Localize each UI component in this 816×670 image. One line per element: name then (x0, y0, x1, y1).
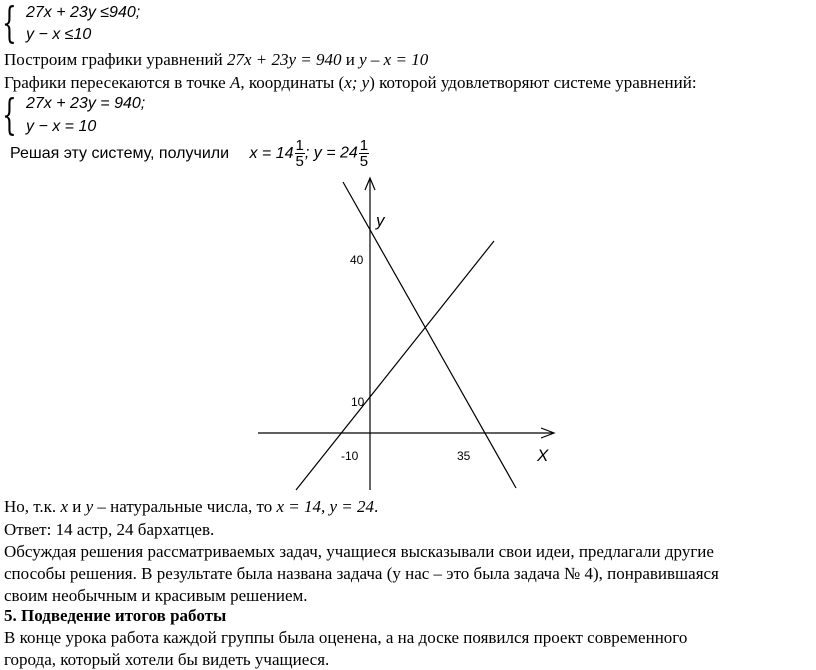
graph-line-27x-23y (343, 182, 516, 488)
solution-line: Решая эту систему, получили x = 14 $\frac{1}{5}$ ; y = 24 $\frac{1}{5}$ (10, 137, 369, 170)
y-axis-label: y (376, 211, 385, 230)
paragraph-discussion-line-3: своим необычным и красивым решением. (4, 586, 308, 605)
paragraph-discussion-line-1: Обсуждая решения рассматриваемых задач, учащиеся высказывали свои идеи, предлагали другие (4, 542, 714, 561)
tick-label-x-minus-10: -10 (341, 449, 359, 463)
paragraph-conclusion-line-1: В конце урока работа каждой группы была оценена, а на доске появился проект современного (4, 628, 688, 647)
paragraph-conclusion-line-2: города, который хотели бы видеть учащиеся. (4, 650, 330, 669)
tick-label-y-10: 10 (351, 395, 365, 409)
inequality-2: y − x ≤10 (26, 26, 92, 43)
section-heading: 5. Подведение итогов работы (4, 606, 227, 625)
tick-label-y-40: 40 (350, 253, 364, 267)
text-line-intersection: Графики пересекаются в точке A, координаты (x; y) которой удовлетворяют системе уравнений: (4, 73, 697, 92)
tick-label-x-35: 35 (457, 449, 471, 463)
inequality-1: 27x + 23y ≤940; (26, 4, 141, 21)
brace-symbol: { (2, 90, 17, 139)
paragraph-discussion-line-2: способы решения. В результате была названа задача (у нас – это была задача № 4), понравившаяся (4, 564, 719, 583)
equation-1: 27x + 23y = 940; (26, 95, 146, 112)
x-axis-label: X (537, 446, 549, 465)
answer-line: Ответ: 14 астр, 24 бархатцев. (4, 520, 215, 539)
brace-symbol: { (2, 0, 17, 47)
equation-2: y − x = 10 (26, 118, 97, 135)
text-line-build-graphs: Построим графики уравнений 27x + 23y = 940 и y – x = 10 (4, 50, 429, 69)
text-line-natural-numbers: Но, т.к. x и y – натуральные числа, то x = 14, y = 24. (4, 497, 379, 516)
